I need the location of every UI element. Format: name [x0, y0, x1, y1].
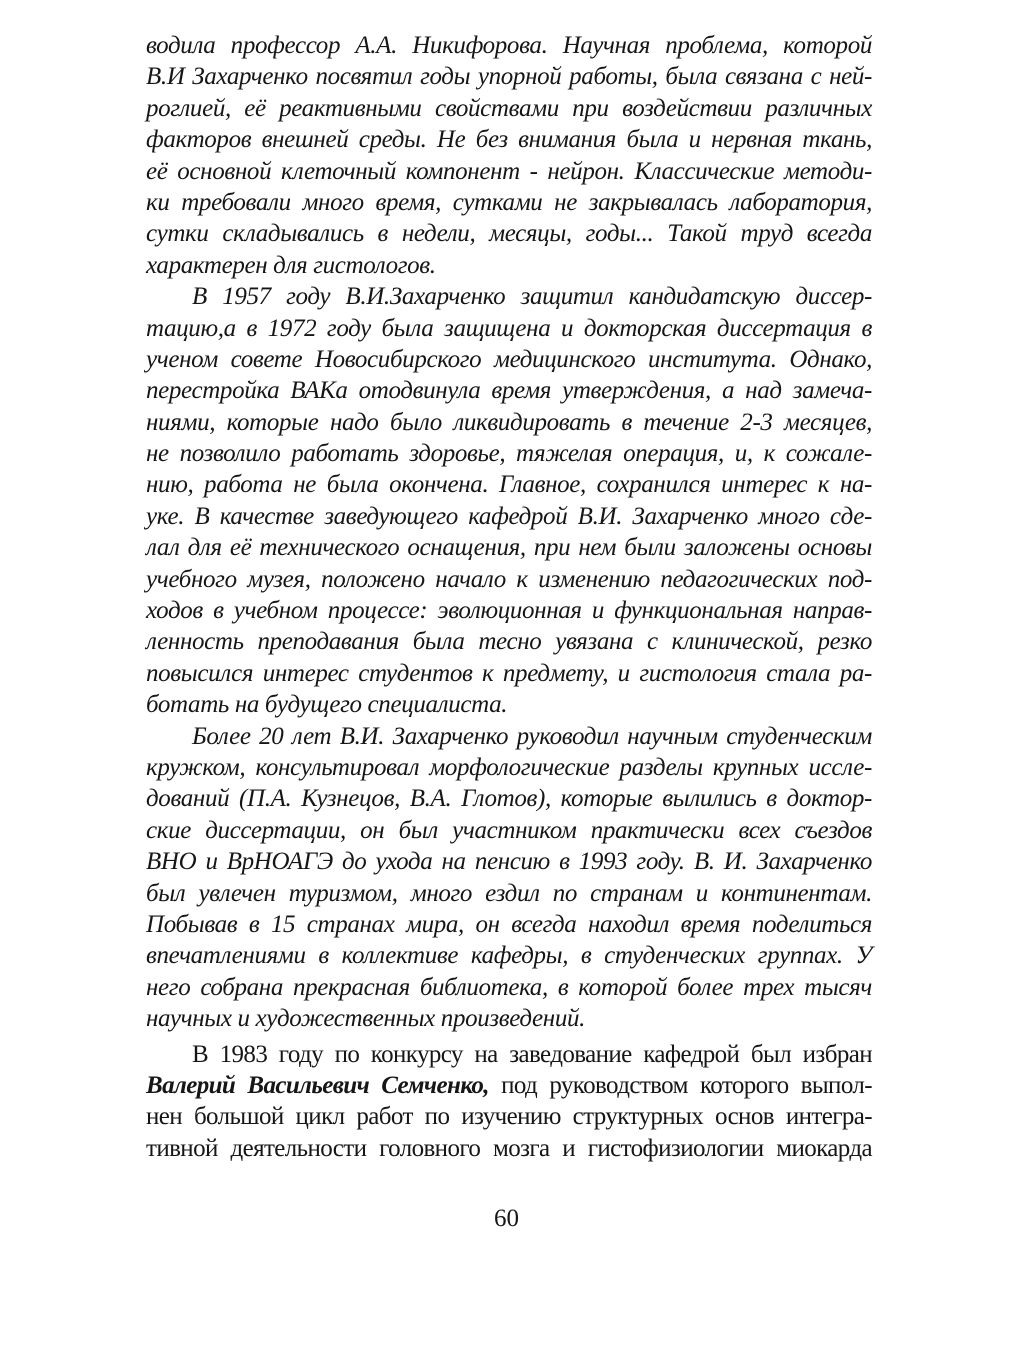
text-line: тацию,а в 1972 году была защищена и докторская диссертация в [146, 314, 872, 342]
text-line: ские диссертации, он был участником практически всех съездов [146, 816, 872, 844]
text-line: водила профессор А.А. Никифорова. Научная проблема, которой [146, 32, 872, 59]
text-line: ученом совете Новосибирского медицинского института. Однако, [146, 345, 872, 373]
text-line: дований (П.А. Кузнецов, В.А. Глотов), которые вылились в доктор- [146, 785, 872, 813]
text-line: повысился интерес студентов к предмету, и гистология стала ра- [146, 659, 872, 687]
text-line: нию, работа не была окончена. Главное, сохранился интерес к на- [146, 471, 872, 499]
text-line: характерен для гистологов. [146, 251, 436, 279]
text-line: сутки складывались в недели, месяцы, годы... Такой труд всегда [146, 220, 872, 248]
body-text [146, 30, 872, 1164]
text-line: перестройка ВАКа отодвинула время утверждения, а над замеча- [146, 377, 872, 405]
text-line: впечатлениями в коллективе кафедры, в студенческих группах. У [146, 942, 872, 970]
text-line: факторов внешней среды. Не без внимания была и нервная ткань, [146, 126, 872, 154]
text-line: уке. В качестве заведующего кафедрой В.И. Захарченко много сде- [146, 502, 872, 530]
text-line: ки требовали много время, сутками не закрывалась лаборатория, [146, 188, 872, 216]
page-number: 60 [494, 1205, 519, 1232]
text-line: ходов в учебном процессе: эволюционная и функциональная направ- [146, 597, 872, 625]
text-line: нен большой цикл работ по изучению структурных основ интегра- [146, 1103, 872, 1131]
person-name: Валерий Васильевич Семченко, [146, 1071, 489, 1099]
text-fragment: под руководством которого выпол- [488, 1071, 873, 1099]
text-line: лал для её технического оснащения, при нем были заложены основы [146, 534, 872, 562]
text-line: тивной деятельности головного мозга и гистофизиологии миокарда [146, 1134, 872, 1162]
text-line: её основной клеточный компонент - нейрон. Классические методи- [146, 157, 872, 185]
text-line: В 1983 году по конкурсу на заведование кафедрой был избран [192, 1040, 872, 1068]
text-line: кружком, консультировал морфологические разделы крупных иссле- [146, 753, 872, 781]
text-line: В 1957 году В.И.Захарченко защитил кандидатскую диссер- [192, 283, 872, 311]
text-line: Более 20 лет В.И. Захарченко руководил научным студенческим [192, 722, 872, 750]
text-line: ботать на будущего специалиста. [146, 691, 508, 719]
text-line [146, 1070, 872, 1101]
text-line: ВНО и ВрНОАГЭ до ухода на пенсию в 1993 году. В. И. Захарченко [146, 848, 872, 876]
text-line: роглией, её реактивными свойствами при воздействии различных [146, 94, 872, 122]
text-line: него собрана прекрасная библиотека, в которой более трех тысяч [146, 973, 872, 1001]
text-line: не позволило работать здоровье, тяжелая операция, и, к сожале- [146, 440, 872, 468]
text-line: ниями, которые надо было ликвидировать в течение 2-3 месяцев, [146, 408, 872, 436]
text-line: научных и художественных произведений. [146, 1005, 586, 1033]
text-line: В.И Захарченко посвятил годы упорной работы, была связана с ней- [146, 63, 872, 91]
text-line: Побывав в 15 странах мира, он всегда находил время поделиться [146, 910, 872, 938]
text-line: ленность преподавания была тесно увязана с клинической, резко [146, 628, 872, 656]
text-line: был увлечен туризмом, много ездил по странам и континентам. [146, 879, 872, 907]
text-line: учебного музея, положено начало к изменению педагогических под- [146, 565, 872, 593]
